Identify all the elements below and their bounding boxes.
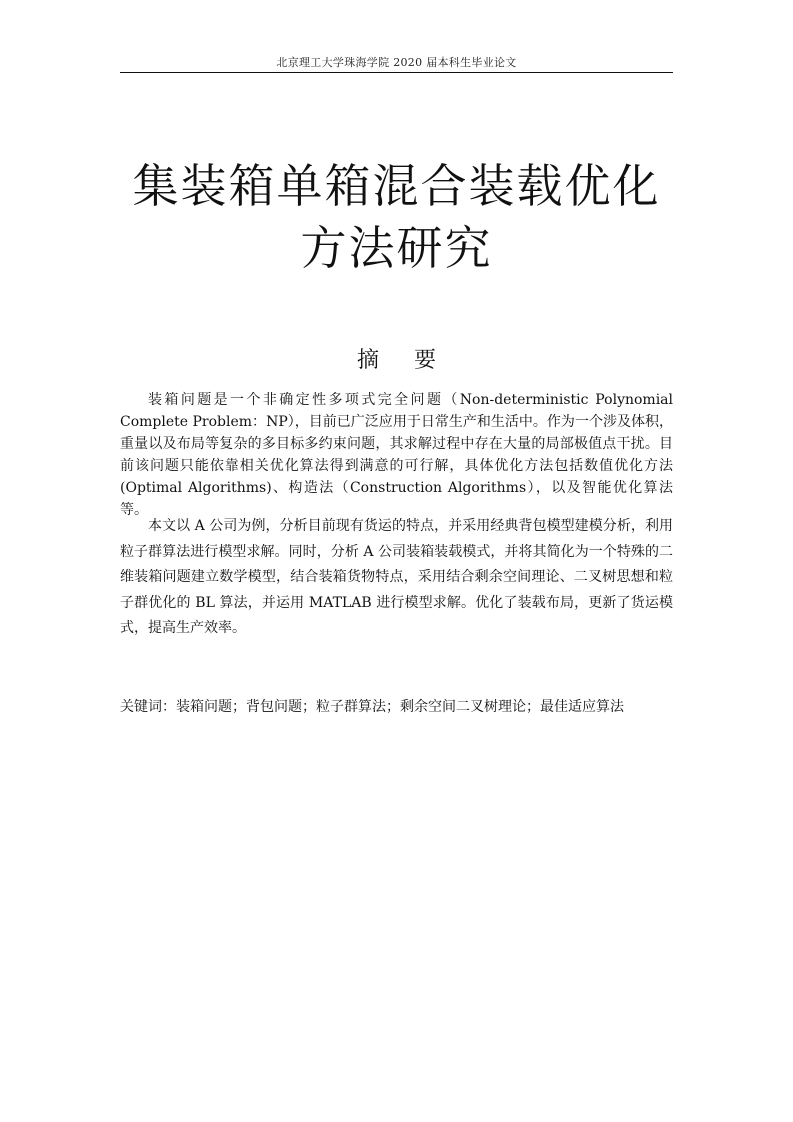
abstract-heading — [120, 346, 673, 376]
thesis-title-line-1: 集装箱单箱混合装载优化 — [132, 159, 661, 213]
header-divider — [120, 72, 673, 73]
abstract-heading-text: 摘 要 — [357, 348, 450, 373]
running-header: 北京理工大学珠海学院 2020 届本科生毕业论文 — [276, 56, 517, 69]
thesis-title — [100, 155, 693, 279]
abstract-paragraph-1: 装箱问题是一个非确定性多项式完全问题（Non-deterministic Polynomial Complete Problem：NP），目前已广泛应用于日常生产和生活中。作为一个涉及体积，重量以及布局等复杂的多目标多约束问题，其求解过程中存在大量的局部极值点干扰。目前该问题只能依靠相关优化算法得到满意的可行解，具体优化方法包括数值优化方法(Optimal Algorithms)、构造法（Construction Algorithms），以及智能优化算法等。 — [120, 392, 673, 518]
thesis-title-line-2: 方法研究 — [300, 221, 493, 275]
abstract-paragraph-2: 本文以 A 公司为例，分析目前现有货运的特点，并采用经典背包模型建模分析，利用粒子群算法进行模型求解。同时，分析 A 公司装箱装载模式，并将其简化为一个特殊的二维装箱问题建立数学模型，结合装箱货物特点，采用结合剩余空间理论、二叉树思想和粒子群优化的 BL 算法，并运用 MATLAB 进行模型求解。优化了装载布局，更新了货运模式，提高生产效率。 — [120, 518, 673, 636]
keywords-line: 关键词：装箱问题；背包问题；粒子群算法；剩余空间二叉树理论；最佳适应算法 — [120, 699, 624, 715]
